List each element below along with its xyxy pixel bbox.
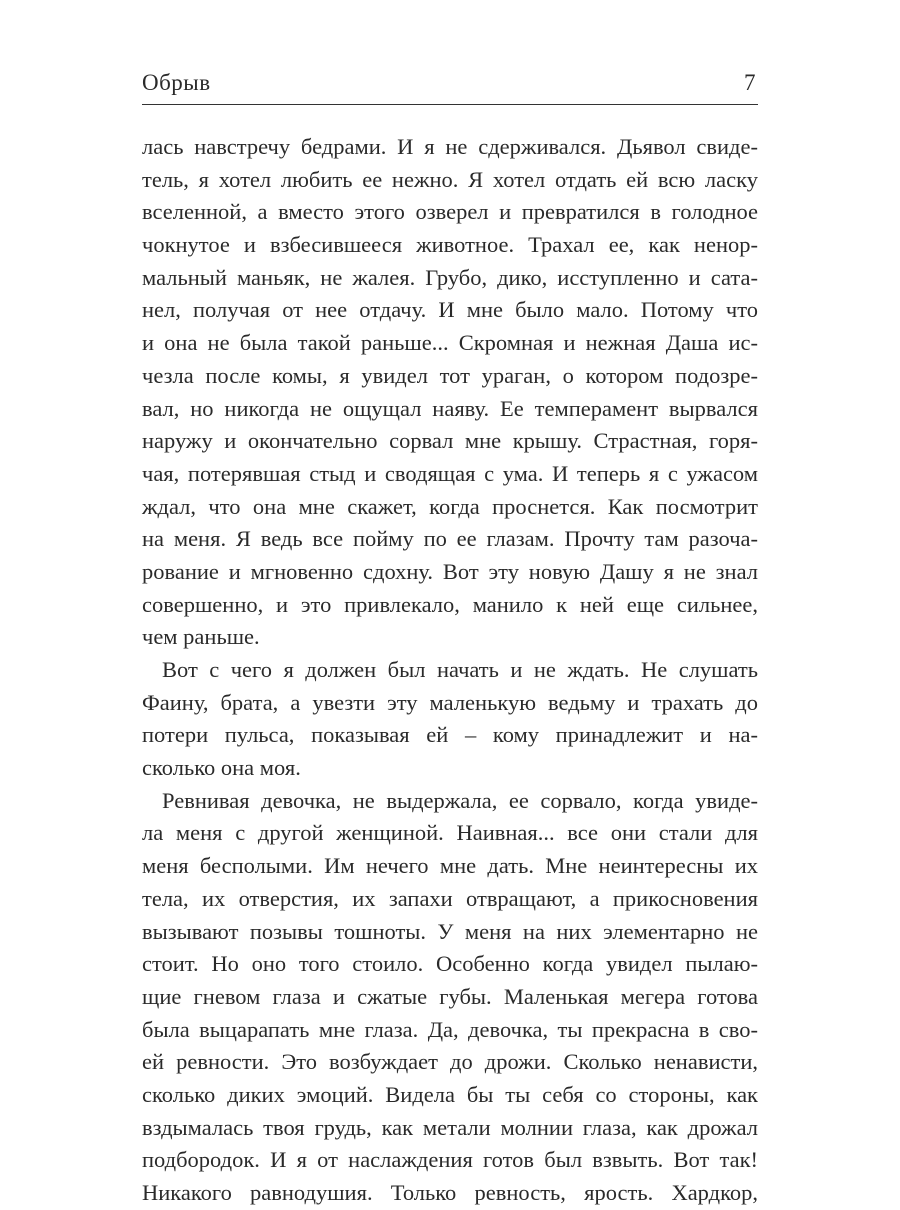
text-line: подбородок. И я от наслаждения готов был взвыть. Вот так! <box>142 1147 758 1173</box>
text-line: и она не была такой раньше... Скромная и нежная Даша ис- <box>142 330 758 356</box>
text-line: ждал, что она мне скажет, когда проснется. Как посмотрит <box>142 493 758 519</box>
text-line: вызывают позывы тошноты. У меня на них элементарно не <box>142 918 758 944</box>
text-line: Фаину, брата, а увезти эту маленькую ведьму и трахать до <box>142 689 758 715</box>
header-rule <box>142 104 758 105</box>
text-line: чокнутое и взбесившееся животное. Трахал ее, как ненор- <box>142 232 758 258</box>
text-line: чая, потерявшая стыд и сводящая с ума. И теперь я с ужасом <box>142 460 758 486</box>
paragraph <box>142 654 758 785</box>
text-line: ла меня с другой женщиной. Наивная... все они стали для <box>142 820 758 846</box>
text-line: сколько диких эмоций. Видела бы ты себя со стороны, как <box>142 1081 758 1107</box>
text-line: рование и мгновенно сдохну. Вот эту новую Дашу я не знал <box>142 558 758 584</box>
paragraph <box>142 131 758 654</box>
text-line: Ревнивая девочка, не выдержала, ее сорвало, когда увиде- <box>162 787 758 813</box>
text-line: мальный маньяк, не жалея. Грубо, дико, исступленно и сата- <box>142 264 758 290</box>
text-line: вал, но никогда не ощущал наяву. Ее темперамент вырвался <box>142 395 758 421</box>
text-line: тела, их отверстия, их запахи отвращают, а прикосновения <box>142 885 758 911</box>
text-line: потери пульса, показывая ей – кому принадлежит и на- <box>142 722 758 748</box>
text-line: была выцарапать мне глаза. Да, девочка, ты прекрасна в сво- <box>142 1016 758 1042</box>
text-line: сколько она моя. <box>142 755 301 781</box>
running-header <box>142 70 758 100</box>
text-line: нел, получая от нее отдачу. И мне было мало. Потому что <box>142 297 758 323</box>
text-line: чем раньше. <box>142 624 260 650</box>
text-line: щие гневом глаза и сжатые губы. Маленькая мегера готова <box>142 983 758 1009</box>
text-line: вселенной, а вместо этого озверел и превратился в голодное <box>142 199 758 225</box>
text-line: Вот с чего я должен был начать и не ждать. Не слушать <box>162 657 758 682</box>
page-number: 7 <box>744 70 756 95</box>
page-body <box>142 131 758 1210</box>
text-line: лась навстречу бедрами. И я не сдерживался. Дьявол свиде- <box>142 134 758 159</box>
text-line: совершенно, и это привлекало, манило к ней еще сильнее, <box>142 591 758 617</box>
text-line: чезла после комы, я увидел тот ураган, о котором подозре- <box>142 362 758 388</box>
running-title: Обрыв <box>142 70 211 95</box>
text-line: меня бесполыми. Им нечего мне дать. Мне неинтересны их <box>142 853 758 879</box>
text-line: наружу и окончательно сорвал мне крышу. Страстная, горя- <box>142 428 758 454</box>
text-line: на меня. Я ведь все пойму по ее глазам. Прочту там разоча- <box>142 526 758 552</box>
text-line: стоит. Но оно того стоило. Особенно когда увидел пылаю- <box>142 951 758 977</box>
text-line: ей ревности. Это возбуждает до дрожи. Сколько ненависти, <box>142 1049 758 1075</box>
text-line: вздымалась твоя грудь, как метали молнии глаза, как дрожал <box>142 1114 758 1140</box>
text-line: Никакого равнодушия. Только ревность, ярость. Хардкор, <box>142 1180 758 1205</box>
paragraph <box>142 785 758 1210</box>
text-line: тель, я хотел любить ее нежно. Я хотел отдать ей всю ласку <box>142 166 758 192</box>
